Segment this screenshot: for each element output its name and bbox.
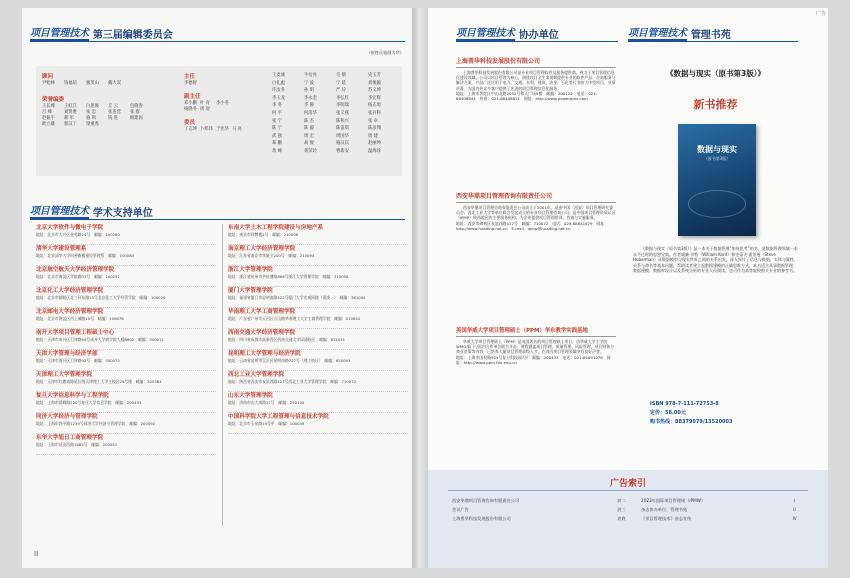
university-address: 地址：浙江省杭州市余杭塘路866号浙江大学管理学院 邮编：310058 (228, 274, 349, 279)
university-entry (228, 224, 408, 245)
university-entry (228, 308, 408, 329)
book-description: 《数据与现实（原书第3版）》是一本关于数据管理“如何思考”的书，是数据管理领域一本永不过时的思想宝典。作者威廉·肯特（William Kent）和史蒂夫·霍伯曼（Steve Hoberman）从数据模型与现实世界之间的关系出发，深入探讨了信息与数据、实体与属性、关系与命名等基本问题，帮助读者建立起数据建模的正确思维方式。本书适合从事数据管理、数据建模、数据库设计以及系统分析的专业人员阅读，也可作为高等院校相关专业的参考书。 (633, 246, 798, 274)
university-address: 地址：云南省昆明市呈贡区景明南路727号（理工校区） 邮编：650093 (228, 358, 351, 363)
university-name: 浙江大学管理学院 (228, 267, 273, 273)
universities-left (36, 224, 216, 455)
committee-name: 赵丽坤 (368, 141, 381, 147)
book-purchase-info (650, 400, 733, 427)
university-name: 北京航空航天大学经济管理学院 (36, 267, 115, 273)
university-address: 地址：济南市山大南路27号 邮编：250100 (228, 400, 305, 405)
university-entry (228, 266, 408, 287)
ad-index-cell: 封底 (617, 515, 626, 521)
university-entry (228, 371, 408, 392)
university-name: 东南大学土木工程学院建设与房地产系 (228, 225, 324, 231)
committee-name: 苏义坤 (368, 88, 381, 94)
committee-name: 何清华 (304, 110, 317, 116)
committee-name: 白思俊 (86, 104, 99, 109)
committee-name: 何 平 (272, 110, 282, 116)
committee-name: 卜炜玮 (200, 127, 213, 132)
committee-name: 邓小鹏 (184, 101, 197, 106)
committee-name: 骆汉宾 (336, 141, 349, 147)
ad-index-cell: I (793, 498, 796, 503)
committee-name: 张义燕 (336, 110, 349, 116)
university-address: 地址：广东省广州市天河区五山路华南理工大学工商管理学院 邮编：510640 (228, 316, 361, 321)
university-entry (36, 308, 216, 329)
chair-names (184, 81, 264, 87)
committee-box (36, 66, 402, 176)
committee-name: 严 玲 (336, 88, 346, 94)
ad-index-cell: 封三 (617, 506, 626, 512)
university-name: 同济大学经济与管理学院 (36, 414, 98, 420)
committee-name: 毛 鹤 (336, 73, 346, 78)
university-address: 地址：北京市海淀区学院路37号 邮编：100191 (36, 274, 120, 279)
university-entry (228, 245, 408, 266)
committee-name: 黄 峰 (272, 148, 282, 154)
committee-name: 钱 进 (108, 116, 118, 121)
university-entry (36, 434, 216, 455)
university-entry (36, 266, 216, 287)
committee-name: 郭汉丁 (64, 122, 77, 127)
university-entry (36, 413, 216, 434)
committee-name: 李 冬 (272, 103, 282, 109)
committee-name: 陈 宁 (272, 126, 282, 132)
ad-index-cell: 上海普华科技发展股份有限公司 (452, 515, 511, 521)
university-address: 地址：北京清华大学何善衡楼建设管理系 邮编：100084 (36, 253, 135, 258)
committee-name: 丘 云 (108, 104, 118, 109)
ad-index-cell: 会议广告 (452, 506, 469, 512)
ad-index-row (450, 505, 806, 514)
ad-tag: 广告 (815, 11, 826, 17)
committee-name: 周 迎 (200, 107, 210, 112)
committee-name: 强茂山 (86, 81, 99, 86)
ad-index-row (450, 496, 806, 505)
committee-name: 陈和兴 (336, 118, 349, 124)
committee-name: 李德智 (184, 81, 197, 86)
journal-logo: 项目管理技术 (30, 28, 89, 39)
committee-name: 骆 珣 (86, 116, 96, 121)
university-name: 南开大学项目管理工程硕士中心 (36, 330, 115, 336)
advisors-names (42, 81, 162, 87)
university-address: 地址：北京市大兴区金苑路24号 邮编：100260 (36, 232, 120, 237)
ad-index-panel (428, 470, 828, 568)
university-name: 昆明理工大学管理与经济学院 (228, 351, 301, 357)
committee-name: 刘俊颖 (368, 80, 381, 86)
university-address: 地址：上海市四平路1239号同济大学经济与管理学院 邮编：200092 (36, 421, 156, 426)
committee-name: 李永奎 (304, 95, 317, 101)
university-name: 厦门大学管理学院 (228, 288, 273, 294)
committee-name: 尹贻林 (42, 81, 55, 86)
university-name: 东华大学旭日工商管理学院 (36, 435, 104, 441)
committee-name: 吕 峰 (42, 110, 52, 115)
university-entry (36, 224, 216, 245)
committee-name: 丁志坤 (184, 127, 197, 132)
committee-name: 王麦诚 (272, 73, 285, 78)
university-name: 山东大学管理学院 (228, 393, 273, 399)
university-address: 地址：福建省厦门市思明南路422号厦门大学宏观网楼（嘉庚一） 邮编：361005 (228, 295, 366, 300)
ad-index-table (450, 496, 806, 523)
committee-name: 周 宏 (304, 133, 314, 139)
org-warwick: 英国华威大学项目管理硕士（PPM）华东教学实践基地 华威大学项目管理硕士（PPM）是英国著名的项目管理硕士项目，由华威大学工学院WMG部门与国内合作单位联合开办，课程涵盖项目管理、质量管理、风险管理、项目财务与商业决策等内容，已培养大量项目管理高级人才，在国内项目管理领域享有良好声誉。 地址：上海市国权路525号复旦科技园7层 邮编：200433 电话：021-65091078 网址：http://www.ppm.fdu.edu.cn (456, 328, 615, 365)
committee-name: 李明瑞 (336, 103, 349, 109)
university-entry (36, 329, 216, 350)
vice-chair-title: 副主任 (184, 94, 201, 100)
committee-name: 张 卓 (368, 118, 378, 124)
university-address: 地址：天津市南开区卫津路92号 邮编：300072 (36, 358, 120, 363)
academic-title: 学术支持单位 (92, 208, 153, 219)
university-address: 地址：四川省成都市高新西区西南交通大学犀浦校区 邮编：611031 (228, 337, 346, 342)
committee-name: 李 静 (304, 103, 314, 109)
committee-name: 张 宁 (272, 118, 282, 124)
committee-name: 钱福培 (64, 81, 77, 86)
left-page (22, 8, 412, 568)
showcase-title: 管理书苑 (690, 30, 731, 41)
university-address: 地址：南京市四牌楼2号 邮编：210096 (228, 232, 299, 237)
committee-name: 张 群 (130, 110, 140, 115)
isbn: ISBN 978-7-111-72753-8 (650, 401, 719, 407)
committee-name: 张连营 (108, 110, 121, 115)
committee-name: 郑 鹏 (272, 141, 282, 147)
ad-index-title: 广告索引 (609, 479, 646, 489)
university-entry (36, 392, 216, 413)
university-name: 北京邮电大学经济管理学院 (36, 309, 104, 315)
members-title: 委员 (184, 120, 196, 126)
university-name: 复旦大学信息科学与工程学院 (36, 393, 109, 399)
committee-name: 孙 明 (304, 88, 314, 94)
committee-name: 张兵科 (368, 110, 381, 116)
committee-name: 马 亮 (232, 127, 242, 132)
committee-name: 牛衍亮 (304, 73, 317, 78)
right-page (428, 8, 828, 568)
assoc-title: 协办单位 (518, 30, 559, 41)
university-entry (228, 392, 408, 413)
committee-title: 第三届编辑委员会 (92, 30, 173, 41)
committee-name: 李玉龙 (272, 95, 285, 101)
committee-name: 史玉芳 (368, 73, 381, 78)
honorary-names (42, 104, 162, 128)
university-entry (228, 329, 408, 350)
page-number: II (34, 550, 39, 558)
committee-name: 陈 杰 (304, 118, 314, 124)
university-address: 地址：北京市玉泉路19号甲 邮编：100049 (228, 421, 305, 426)
university-name: 西北工业大学管理学院 (228, 372, 284, 378)
university-entry (228, 413, 408, 434)
committee-name: 王长峰 (42, 104, 55, 109)
price: 定价：58.00元 (650, 410, 686, 416)
committee-name: 李小冬 (216, 101, 229, 106)
committee-name: 李弘红 (336, 95, 349, 101)
book-spine (412, 8, 428, 568)
ad-index-cell: 封二 (617, 497, 626, 503)
university-entry (36, 371, 216, 392)
committee-name: 张 忠 (86, 110, 96, 115)
org-huading: 西安华鼎项目管理咨询有限责任公司 西安华鼎项目管理咨询有限责任公司成立于2001年，是由中国（西安）项目管理研究委员会、西北工业大学等单位联合发起成立的专业项目管理咨询公司，是中国项目管理资质认证（IPMP）陕西地区的主要服务机构，为企业提供项目管理培训、咨询与实施服务。 地址：西安市碑林区友谊西路127号 邮编：710072 电话：029-88851679 网址：http://www.huading.net.cn E-mail：ipmp@huading.net.cn (456, 193, 616, 231)
ad-index-row (450, 514, 806, 523)
committee-name: 陈彦翔 (368, 126, 381, 132)
university-address: 地址：上海市邯郸路220号复旦大学信息学院 邮编：200433 (36, 400, 142, 405)
university-name: 中国科学院大学工程管理与信息技术学院 (228, 414, 329, 420)
university-name: 华南理工大学工商管理学院 (228, 309, 296, 315)
committee-name: 武 强 (272, 133, 282, 139)
university-entry (228, 350, 408, 371)
committee-name: 叶 青 (200, 101, 210, 106)
academic-header (30, 204, 153, 219)
committee-name: 宁 波 (304, 80, 314, 86)
member-columns (272, 72, 400, 156)
university-address: 地址：上海市延安西路1882号 邮编：200051 (36, 442, 118, 447)
university-address: 地址：陕西省西安市友谊西路127号西北工业大学管理学院 邮编：710072 (228, 379, 357, 384)
committee-name: 郝 军 (64, 116, 74, 121)
journal-logo-3: 项目管理技术 (456, 28, 515, 39)
committee-name: 许汝冬 (272, 88, 285, 94)
ad-index-cell: 《项目管理技术》杂志宣传 (641, 515, 692, 521)
org-puhua: 上海普华科技发展股份有限公司 上海普华科技发展股份有限公司是专业项目管理软件及服务提供商，致力于项目管理信息化建设领域。公司以项目管理为核心，围绕项目全生命周期提供专业的软件产品、咨询服务与解决方案，产品广泛应用于电力、交通、水利、建筑、冶金、石化等行业的大中型项目，业绩卓著，为国内外众多客户提供了先进的项目管理信息化服务。 地址：上海市普陀区中山北路2052号擎天广场9楼 邮编：200122 电话：021-68408841 传真：021-68408811 网址：http://www.powerpms.com (456, 58, 616, 102)
university-entry (36, 350, 216, 371)
university-address: 地址：北京市海淀区西土城路10号 邮编：100876 (36, 316, 124, 321)
university-entry (36, 287, 216, 308)
university-name: 西南交通大学经济管理学院 (228, 330, 296, 336)
committee-name: 陈 毅 (304, 126, 314, 132)
committee-name: 梁重秀 (86, 122, 99, 127)
journal-logo-4: 项目管理技术 (628, 28, 687, 39)
book-cover: 数据与现实 （原书第3版） (678, 124, 756, 236)
committee-name: 白礼彪 (272, 80, 285, 86)
university-address: 地址：天津市南开区卫津路94号南开大学商学院大楼B602 邮编：300071 (36, 337, 164, 342)
members-names (184, 127, 264, 133)
committee-name: 赵振宇 (42, 116, 55, 121)
purchase-phone: 购书热线：88379079/13520003 (650, 419, 733, 425)
university-name: 南京理工大学经济管理学院 (228, 246, 296, 252)
university-address: 地址：北京市朝阳区北三环东路15号北京化工大学经管学院 邮编：100029 (36, 295, 166, 300)
vice-chair-names (184, 101, 264, 113)
committee-note: （按姓氏笔画为序） (366, 50, 404, 55)
committee-name: 刘贤胜 (64, 110, 77, 115)
ad-index-cell: IV (792, 516, 797, 521)
committee-name: 李宏辉 (368, 95, 381, 101)
new-book-label: 新书推荐 (693, 98, 738, 111)
committee-name: 欧立雄 (42, 122, 55, 127)
university-address: 地址：江苏省南京市孝陵卫200号 邮编：210094 (228, 253, 315, 258)
committee-name: 黄荣玲 (304, 148, 317, 154)
universities-right (228, 224, 408, 434)
committee-name: 王虹江 (64, 104, 77, 109)
committee-name: 包晓春 (130, 104, 143, 109)
university-name: 北京化工大学经济管理学院 (36, 288, 104, 294)
university-name: 天津理工大学管理学院 (36, 372, 92, 378)
university-address: 地址：天津市红旗南路延长线天津理工大学主校区25号楼 邮编：300384 (36, 379, 162, 384)
journal-logo-2: 项目管理技术 (30, 206, 89, 217)
ad-index-cell: 2023年国际项目管理周（IPMW） (641, 497, 706, 503)
university-name: 北京大学软件与微电子学院 (36, 225, 104, 231)
assoc-header (456, 26, 559, 41)
committee-name: 于宪华 (216, 127, 229, 132)
committee-name: 周国华 (336, 133, 349, 139)
university-name: 清华大学建设管理系 (36, 246, 87, 252)
committee-name: 胡 俊 (304, 141, 314, 147)
book-title: 《数据与现实（原书第3版）》 (666, 69, 765, 78)
committee-name: 杨晓冬 (184, 107, 197, 112)
committee-name: 周 建 (368, 133, 378, 139)
committee-name: 顾建国 (130, 116, 143, 121)
committee-header (30, 26, 173, 41)
university-name: 天津大学管理与经济学部 (36, 351, 98, 357)
advisors-title: 顾问 (42, 74, 54, 80)
showcase-header (628, 26, 731, 41)
ad-index-cell: II (793, 507, 796, 512)
committee-name: 陈雷琪 (336, 126, 349, 132)
chair-title: 主任 (184, 74, 196, 80)
honorary-title: 荣誉编委 (42, 97, 65, 103)
university-entry (228, 287, 408, 308)
committee-name: 戴大双 (108, 81, 121, 86)
committee-name: 温海珍 (368, 148, 381, 154)
university-entry (36, 245, 216, 266)
committee-name: 宁 延 (336, 80, 346, 86)
committee-name: 杨志勇 (368, 103, 381, 109)
ad-index-cell: 西安华鼎项目管理咨询有限责任公司 (452, 497, 520, 503)
ad-index-cell: 杂志协办单位、管理书苑 (641, 506, 688, 512)
committee-name: 曹新安 (336, 148, 349, 154)
